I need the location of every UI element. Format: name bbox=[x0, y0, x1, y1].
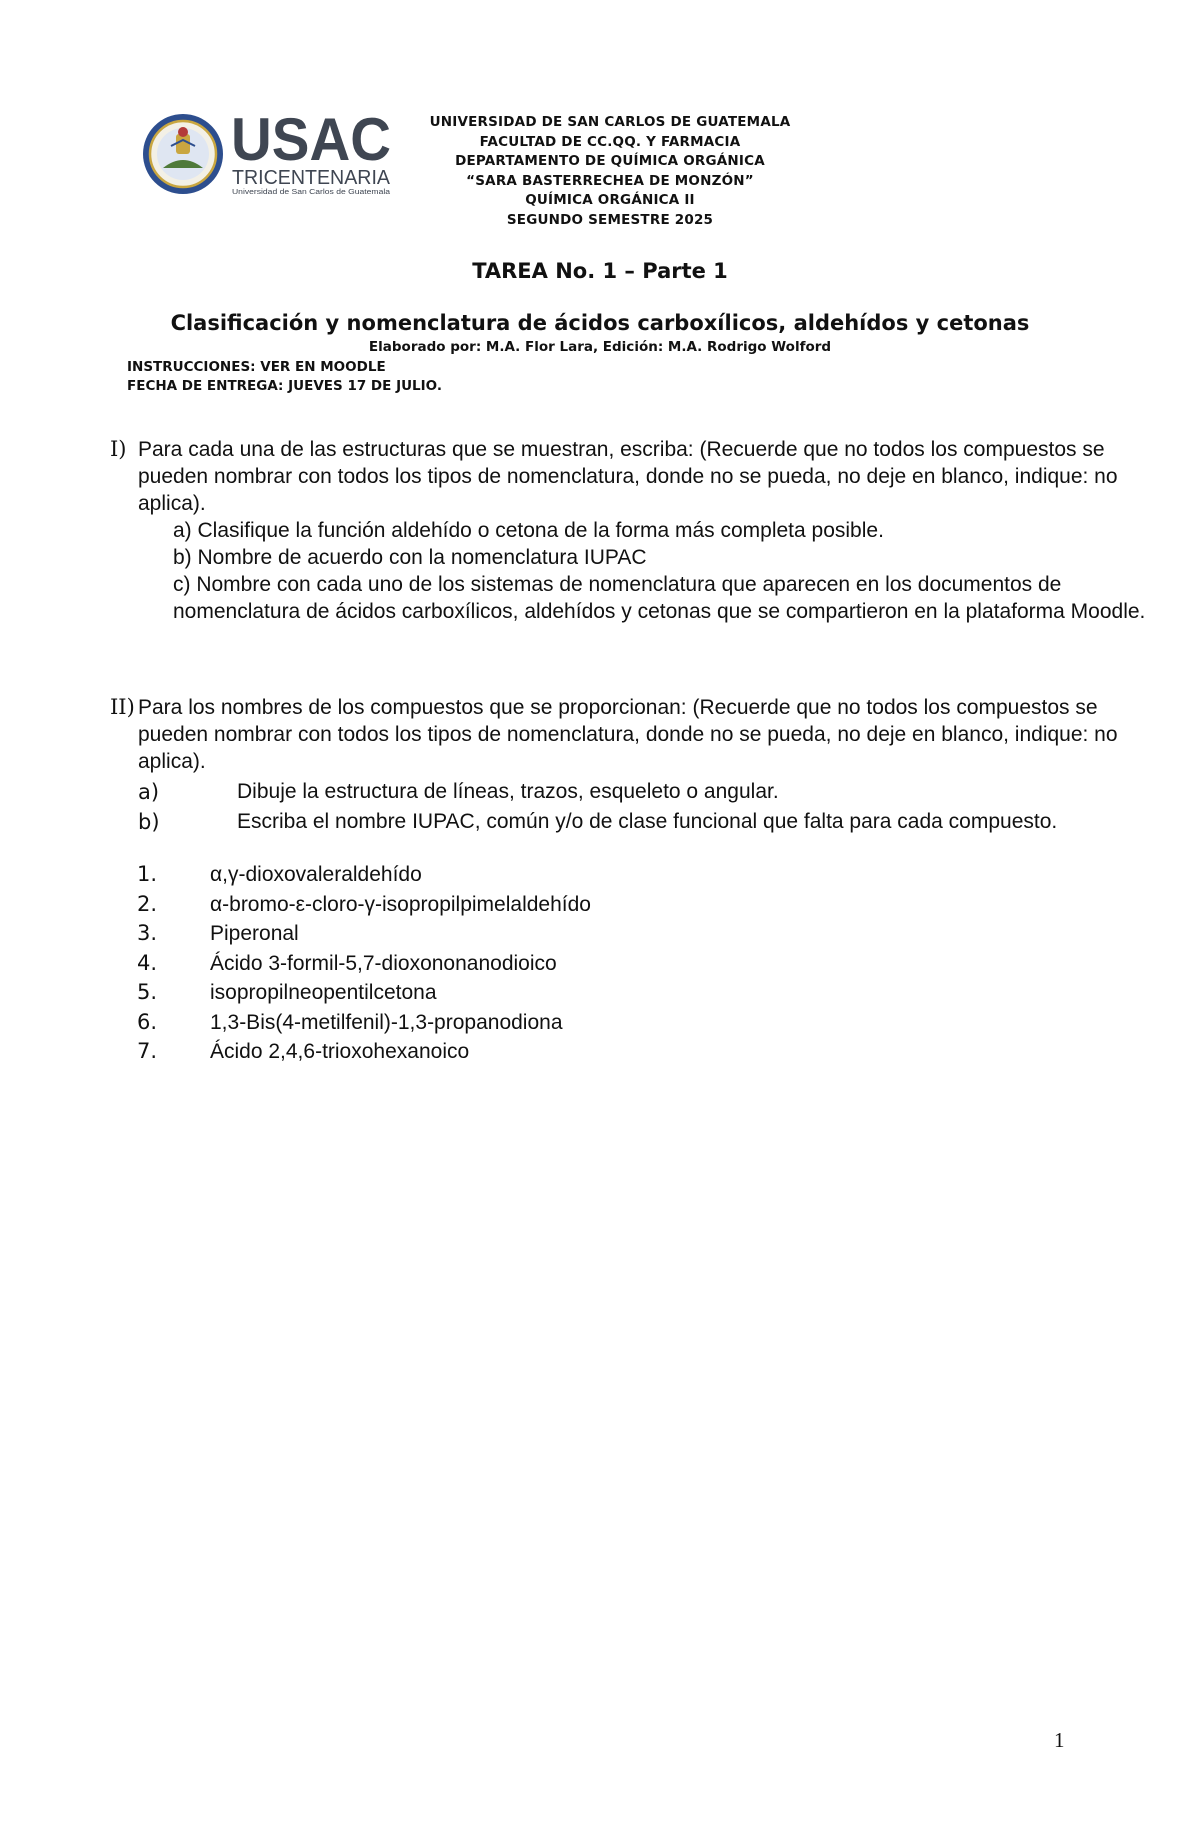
compound-item bbox=[137, 1008, 1137, 1038]
list-marker: 4. bbox=[137, 950, 158, 975]
compound-name: 1,3-Bis(4-metilfenil)-1,3-propanodiona bbox=[210, 1010, 563, 1034]
header-line: “SARA BASTERRECHEA DE MONZÓN” bbox=[466, 172, 754, 189]
compound-name: Piperonal bbox=[210, 922, 299, 945]
logo-subtitle: TRICENTENARIA bbox=[232, 167, 391, 189]
list-marker: 1. bbox=[137, 862, 158, 886]
list-marker: 5. bbox=[137, 980, 158, 1004]
list-marker: b) bbox=[138, 810, 160, 834]
compound-item bbox=[137, 890, 1137, 920]
compound-list bbox=[137, 860, 1137, 1067]
compound-item bbox=[137, 860, 1137, 890]
header-line: DEPARTAMENTO DE QUÍMICA ORGÁNICA bbox=[455, 153, 765, 170]
header-line: UNIVERSIDAD DE SAN CARLOS DE GUATEMALA bbox=[429, 114, 791, 130]
list-item-text: Dibuje la estructura de líneas, trazos, esqueleto o angular. bbox=[237, 780, 779, 803]
authors-line: Elaborado por: M.A. Flor Lara, Edición: M.A. Rodrigo Wolford bbox=[368, 339, 832, 355]
compound-name: α-bromo-ε-cloro-γ-isopropilpimelaldehído bbox=[210, 892, 591, 916]
list-item bbox=[138, 807, 1150, 837]
section-numeral: II) bbox=[110, 695, 135, 719]
list-marker: 2. bbox=[137, 891, 158, 916]
compound-item bbox=[137, 978, 1137, 1008]
section-one-items bbox=[173, 517, 1150, 625]
due-date-line: FECHA DE ENTREGA: JUEVES 17 DE JULIO. bbox=[127, 378, 442, 394]
compound-name: isopropilneopentilcetona bbox=[210, 981, 437, 1004]
institution-header bbox=[370, 113, 850, 231]
list-item: c) Nombre con cada uno de los sistemas de nomenclatura que aparecen en los documentos de nomenclatura de ácidos carboxílicos, aldehídos y cetonas que se compartieron en la plataforma Moodle. bbox=[173, 573, 1146, 623]
section-instruction: Para los nombres de los compuestos que se proporcionan: (Recuerde que no todos los compuestos se pueden nombrar con todos los tipos de nomenclatura, donde no se pueda, no deje en blanco, indique: no aplica). bbox=[138, 696, 1118, 773]
logo-wordmark: USAC bbox=[231, 110, 391, 173]
list-item bbox=[138, 777, 1150, 807]
section-two-items bbox=[138, 777, 1150, 837]
list-marker: 7. bbox=[137, 1039, 158, 1063]
compound-item bbox=[137, 919, 1137, 949]
list-marker: a) bbox=[138, 780, 160, 804]
topic-title: Clasificación y nomenclatura de ácidos carboxílicos, aldehídos y cetonas bbox=[170, 311, 1030, 335]
university-seal-icon bbox=[143, 114, 223, 194]
page-number: 1 bbox=[1054, 1728, 1065, 1752]
instructions-line: INSTRUCCIONES: VER EN MOODLE bbox=[127, 359, 386, 375]
header-line: SEGUNDO SEMESTRE 2025 bbox=[506, 211, 714, 228]
section-two bbox=[110, 694, 1150, 837]
section-one bbox=[110, 436, 1150, 625]
list-item-text: Escriba el nombre IUPAC, común y/o de clase funcional que falta para cada compuesto. bbox=[237, 810, 1058, 833]
list-marker: 6. bbox=[137, 1009, 158, 1034]
section-numeral: I) bbox=[110, 437, 127, 461]
list-item: b) Nombre de acuerdo con la nomenclatura IUPAC bbox=[173, 546, 647, 569]
assignment-title: TAREA No. 1 – Parte 1 bbox=[472, 259, 728, 283]
compound-name: Ácido 3-formil-5,7-dioxononanodioico bbox=[210, 951, 557, 975]
compound-item bbox=[137, 949, 1137, 979]
compound-name: α,γ-dioxovaleraldehído bbox=[210, 863, 422, 886]
logo-tagline: Universidad de San Carlos de Guatemala bbox=[232, 189, 391, 196]
list-marker: 3. bbox=[137, 921, 158, 945]
usac-logo bbox=[143, 110, 395, 198]
compound-item bbox=[137, 1037, 1137, 1067]
header-line: QUÍMICA ORGÁNICA II bbox=[525, 192, 695, 209]
section-instruction: Para cada una de las estructuras que se muestran, escriba: (Recuerde que no todos los compuestos se pueden nombrar con todos los tipos de nomenclatura, donde no se pueda, no deje en blanco, indique: no aplica). bbox=[138, 438, 1118, 515]
header-line: FACULTAD DE CC.QQ. Y FARMACIA bbox=[479, 133, 741, 150]
list-item: a) Clasifique la función aldehído o cetona de la forma más completa posible. bbox=[173, 519, 884, 542]
compound-name: Ácido 2,4,6-trioxohexanoico bbox=[210, 1040, 470, 1063]
